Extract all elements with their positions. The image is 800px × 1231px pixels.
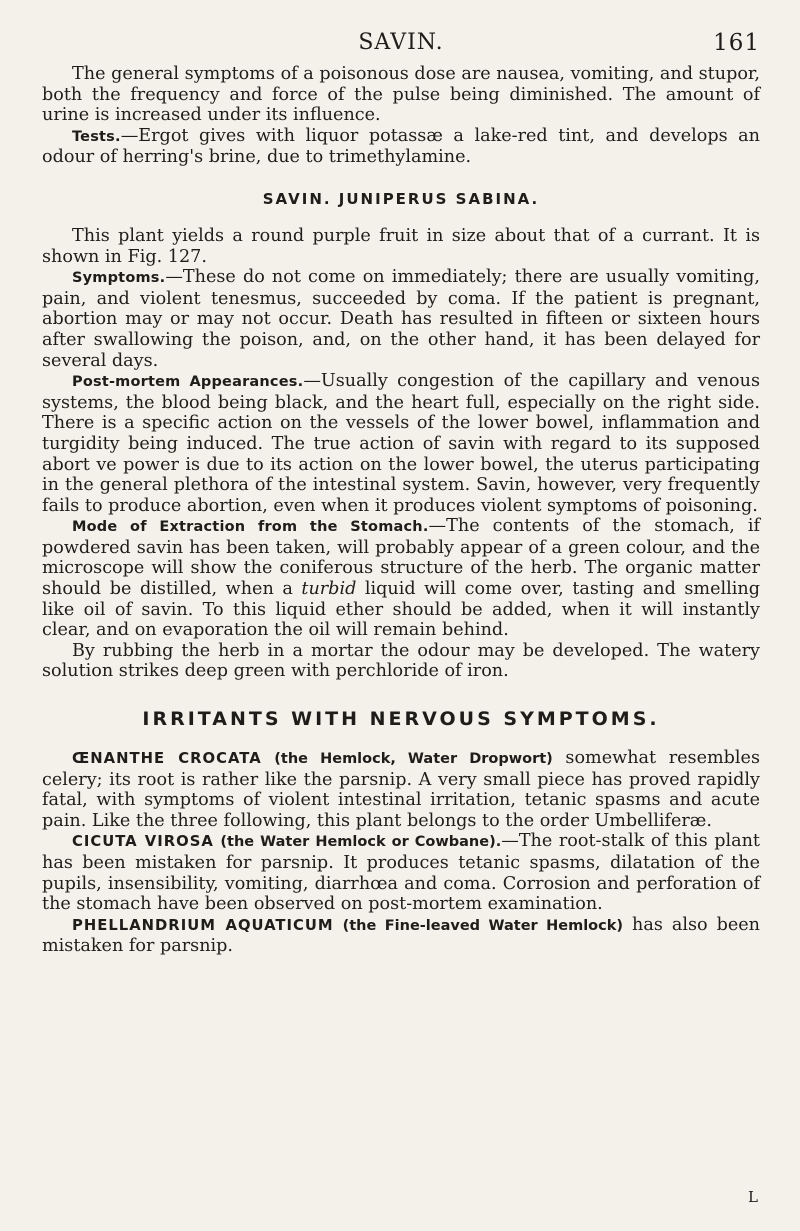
- intro-text: The general symptoms of a poisonous dose are nausea, vomiting, and stupor, both the frequency and force of the pulse being diminished. The amount of urine is increased under its influence.: [42, 64, 760, 126]
- oenanthe-text: somewhat resembles celery; its root is rather like the parsnip. A very small piece has proved rapidly fatal, with symptoms of violent intestinal irritation, tetanic spasms and acute pain. Like the three following, this plant belongs to the order Umbelliferæ.: [42, 748, 760, 831]
- savin-heading: SAVIN. JUNIPERUS SABINA.: [262, 189, 540, 208]
- running-head: [42, 30, 760, 64]
- extraction-text-b: liquid will come over, tasting and smelling like oil of savin. To this liquid ether should be added, when it will instantly clear, and on evaporation the oil will remain behind.: [42, 579, 760, 641]
- symptoms-text: —These do not come on immediately; there are usually vomiting, pain, and violent tenesmus, succeeded by coma. If the patient is pregnant, abortion may or may not occur. Death has resulted in fifteen or sixteen hours after swallowing the poison, and, on the other hand, it has been delayed for several days.: [42, 267, 760, 371]
- extraction-paragraph: [42, 516, 760, 641]
- phellandrium-common-name: (the Fine-leaved Water Hemlock): [342, 917, 624, 934]
- symptoms-paragraph: [42, 267, 760, 371]
- cicuta-text: —The root-stalk of this plant has been mistaken for parsnip. It produces tetanic spasms, dilatation of the pupils, insensibility, vomiting, diarrhœa and coma. Corrosion and perforation of the stomach have been observed on post-mortem examination.: [42, 831, 761, 915]
- oenanthe-name: ŒNANTHE CROCATA: [72, 750, 262, 768]
- signature-mark: L: [748, 1188, 758, 1206]
- odour-paragraph: [42, 641, 760, 682]
- phellandrium-paragraph: [42, 915, 760, 957]
- tests-lead: Tests.: [72, 128, 121, 145]
- phellandrium-text: has also been mistaken for parsnip.: [42, 914, 760, 957]
- odour-text: By rubbing the herb in a mortar the odour may be developed. The watery solution strikes deep green with perchloride of iron.: [42, 640, 760, 682]
- tests-paragraph: [42, 126, 760, 168]
- extraction-lead: Mode of Extraction from the Stomach.: [72, 519, 429, 536]
- savin-intro-paragraph: [42, 226, 760, 267]
- intro-paragraph: [42, 64, 760, 126]
- running-title: SAVIN.: [358, 30, 444, 55]
- page-number: 161: [713, 30, 760, 56]
- savin-intro-text: This plant yields a round purple fruit in size about that of a currant. It is shown in Fig. 127.: [42, 225, 760, 267]
- cicuta-paragraph: [42, 831, 760, 914]
- extraction-text-a: —The contents of the stomach, if powdered savin has been taken, will probably appear of a green colour, and the microscope will show the coniferous structure of the herb. The organic matter should be distilled, when a: [42, 516, 761, 600]
- symptoms-lead: Symptoms.: [72, 270, 166, 287]
- post-mortem-lead: Post-mortem Appearances.: [72, 374, 304, 391]
- post-mortem-text: —Usually congestion of the capillary and venous systems, the blood being black, and the heart full, especially on the right side. There is a specific action on the vessels of the lower bowel, inflammation and turgidity being induced. The true action of savin with regard to its supposed abort ve power is due to its action on the lower bowel, the uterus participating in the general plethora of the intestinal system. Savin, however, very frequently fails to produce abortion, even when it produces violent symptoms of poisoning.: [42, 371, 760, 516]
- irritants-heading: IRRITANTS WITH NERVOUS SYMPTOMS.: [142, 708, 660, 731]
- tests-text: —Ergot gives with liquor potassæ a lake-red tint, and develops an odour of herring's brine, due to trimethylamine.: [42, 125, 760, 168]
- extraction-italic: turbid: [301, 579, 357, 600]
- phellandrium-name: PHELLANDRIUM AQUATICUM: [72, 916, 334, 934]
- post-mortem-paragraph: [42, 371, 760, 516]
- oenanthe-common-name: (the Hemlock, Water Dropwort): [274, 751, 553, 768]
- cicuta-common-name: (the Water Hemlock or Cowbane).: [220, 834, 502, 851]
- cicuta-name: CICUTA VIROSA: [72, 833, 214, 851]
- oenanthe-paragraph: [42, 748, 760, 831]
